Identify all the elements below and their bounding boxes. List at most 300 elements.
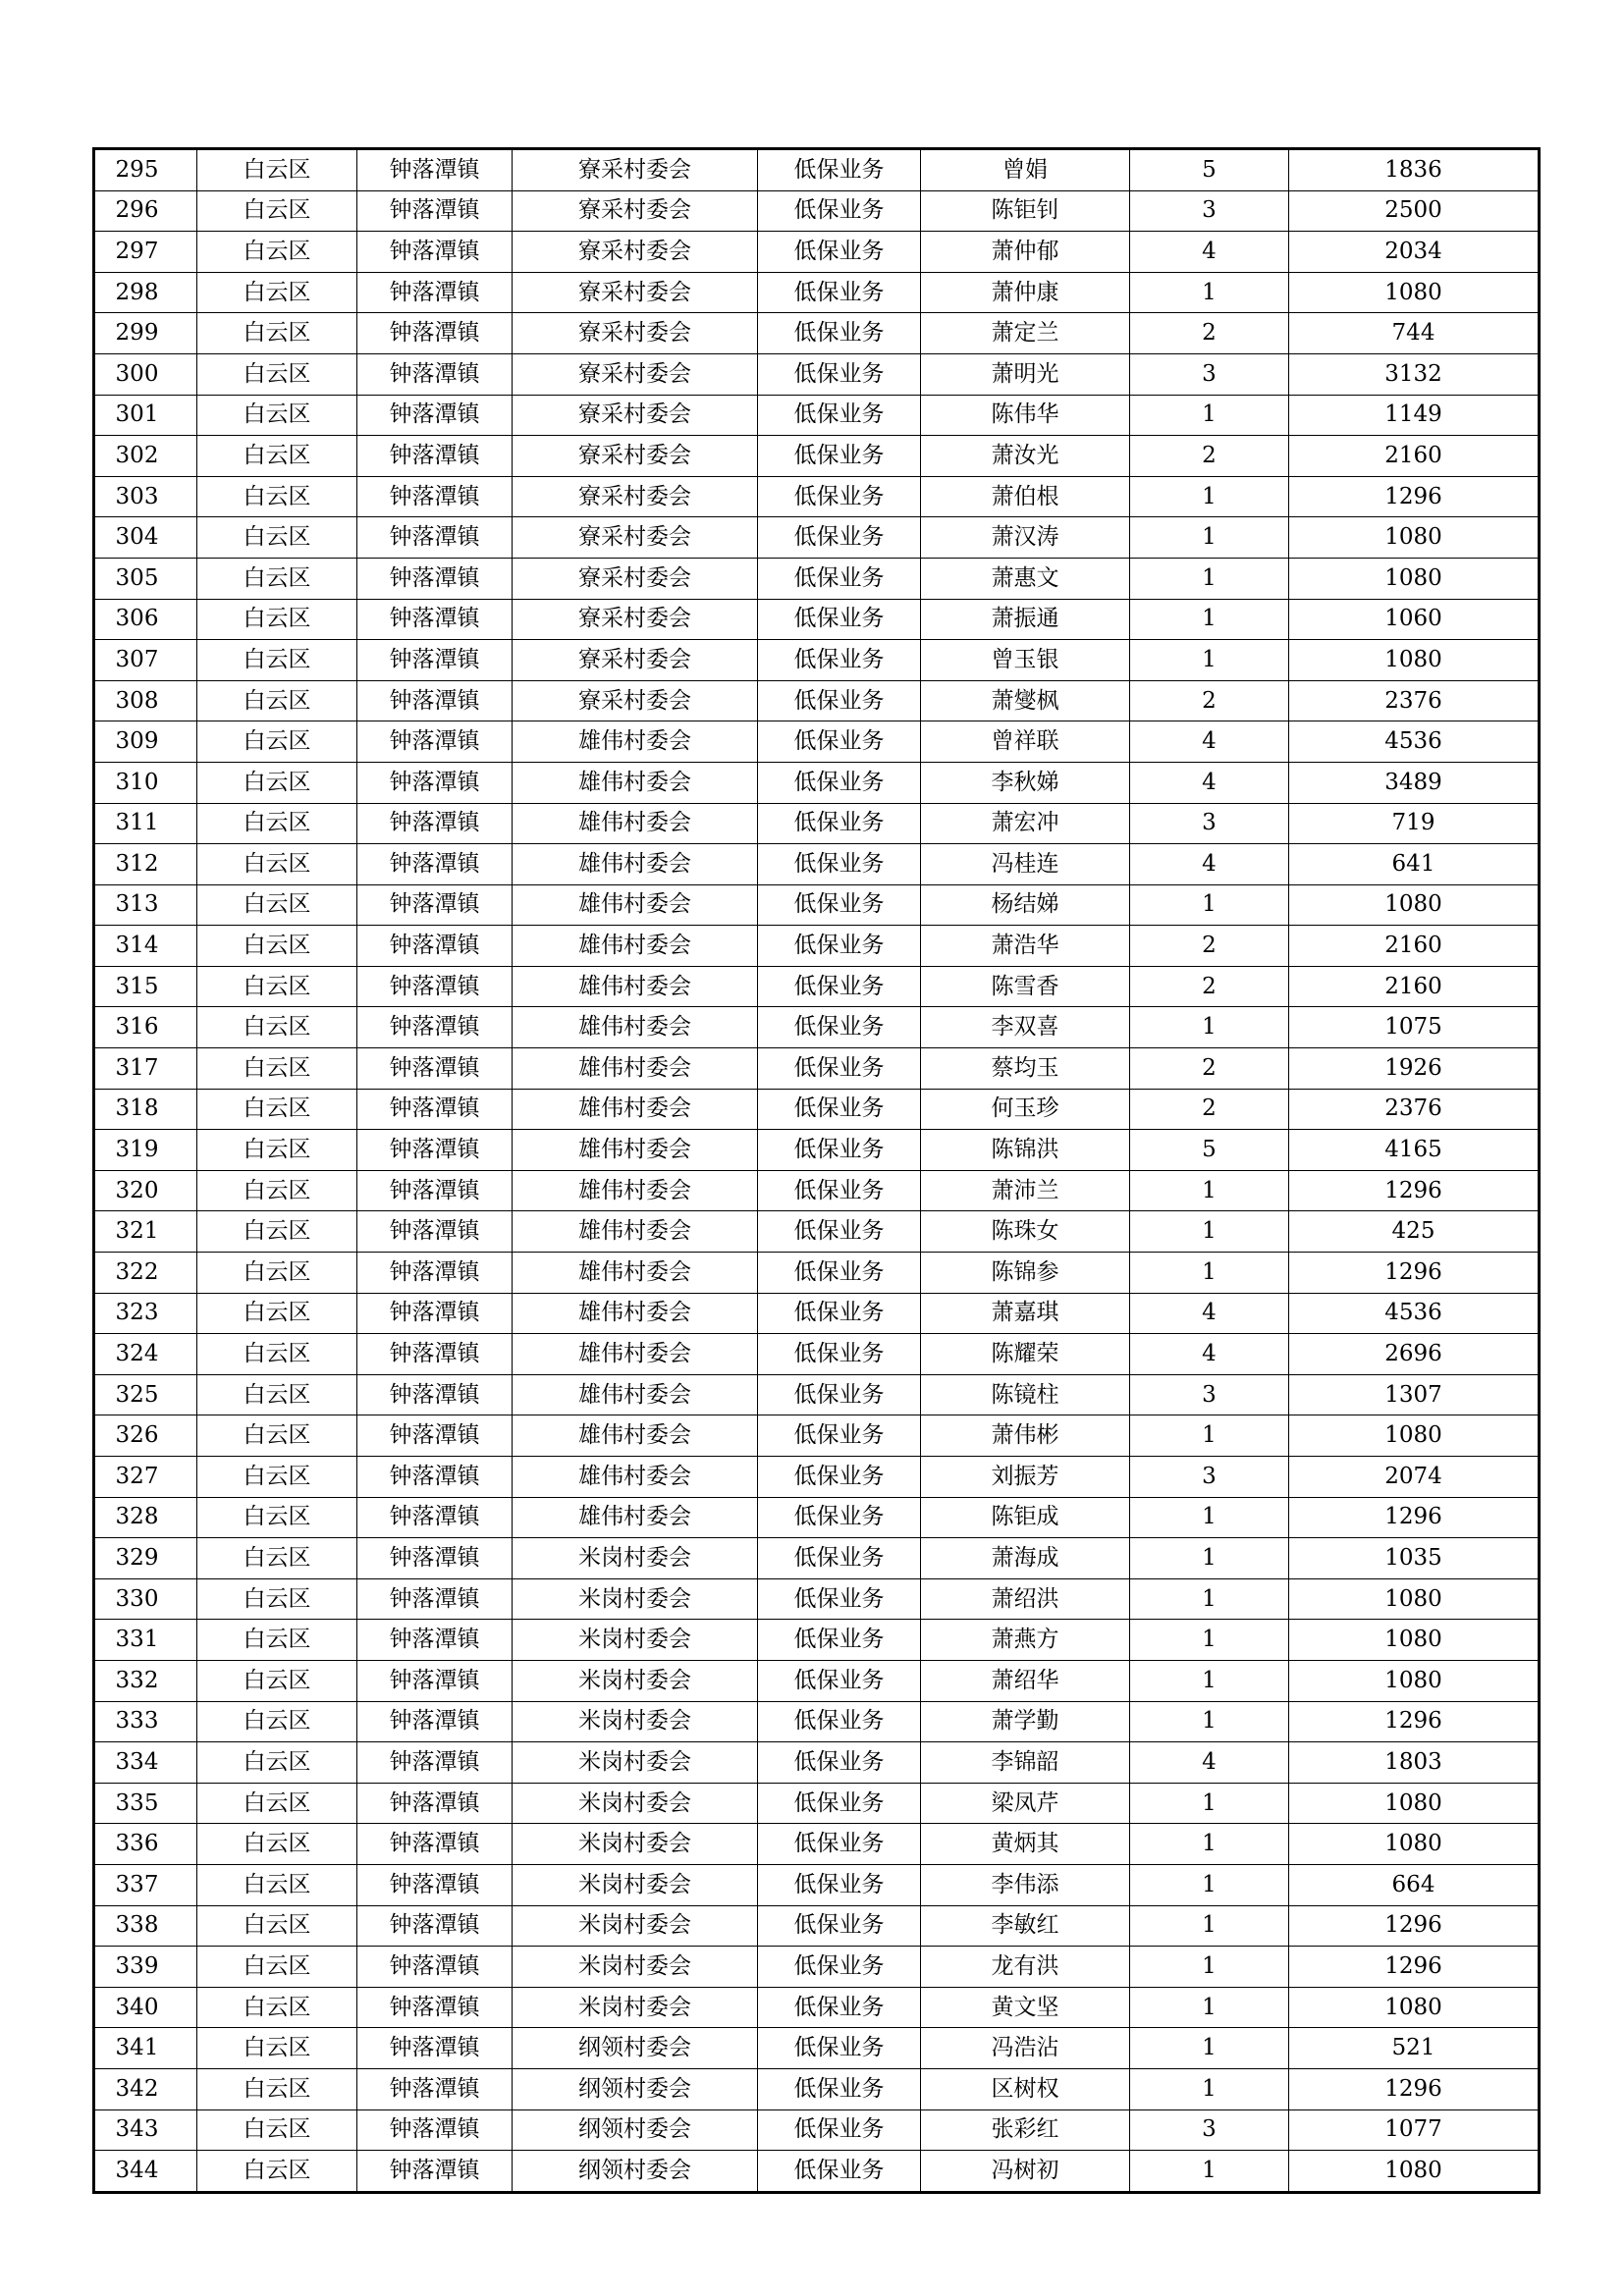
business-type-cell: 低保业务 [758, 2068, 921, 2109]
name-cell: 李伟添 [921, 1864, 1130, 1905]
amount-cell: 3489 [1289, 762, 1540, 803]
table-row [94, 1089, 1540, 1130]
amount-cell: 1080 [1289, 272, 1540, 313]
row-number-cell: 306 [94, 599, 197, 640]
village-committee-cell: 寮采村委会 [513, 232, 758, 273]
row-number-cell: 316 [94, 1007, 197, 1048]
town-cell: 钟落潭镇 [357, 395, 513, 436]
household-size-cell: 3 [1130, 2109, 1289, 2151]
row-number-cell: 338 [94, 1905, 197, 1947]
row-number-cell: 341 [94, 2028, 197, 2069]
amount-cell: 744 [1289, 313, 1540, 354]
amount-cell: 2160 [1289, 926, 1540, 967]
district-cell: 白云区 [197, 272, 357, 313]
table-row [94, 272, 1540, 313]
row-number-cell: 308 [94, 680, 197, 721]
district-cell: 白云区 [197, 190, 357, 232]
amount-cell: 1075 [1289, 1007, 1540, 1048]
district-cell: 白云区 [197, 1578, 357, 1620]
village-committee-cell: 雄伟村委会 [513, 1130, 758, 1171]
town-cell: 钟落潭镇 [357, 313, 513, 354]
household-size-cell: 1 [1130, 1170, 1289, 1211]
district-cell: 白云区 [197, 1538, 357, 1579]
table-row [94, 966, 1540, 1007]
amount-cell: 1296 [1289, 1905, 1540, 1947]
district-cell: 白云区 [197, 1497, 357, 1538]
name-cell: 张彩红 [921, 2109, 1130, 2151]
business-type-cell: 低保业务 [758, 395, 921, 436]
village-committee-cell: 寮采村委会 [513, 436, 758, 477]
table-row [94, 844, 1540, 885]
town-cell: 钟落潭镇 [357, 1864, 513, 1905]
business-type-cell: 低保业务 [758, 2028, 921, 2069]
village-committee-cell: 寮采村委会 [513, 476, 758, 517]
town-cell: 钟落潭镇 [357, 721, 513, 763]
town-cell: 钟落潭镇 [357, 884, 513, 926]
district-cell: 白云区 [197, 1905, 357, 1947]
amount-cell: 2074 [1289, 1457, 1540, 1498]
district-cell: 白云区 [197, 1457, 357, 1498]
household-size-cell: 5 [1130, 1130, 1289, 1171]
village-committee-cell: 雄伟村委会 [513, 884, 758, 926]
business-type-cell: 低保业务 [758, 2151, 921, 2193]
town-cell: 钟落潭镇 [357, 762, 513, 803]
table-row [94, 1497, 1540, 1538]
name-cell: 黄炳其 [921, 1824, 1130, 1865]
row-number-cell: 318 [94, 1089, 197, 1130]
business-type-cell: 低保业务 [758, 1987, 921, 2028]
household-size-cell: 2 [1130, 1089, 1289, 1130]
business-type-cell: 低保业务 [758, 1293, 921, 1334]
town-cell: 钟落潭镇 [357, 476, 513, 517]
business-type-cell: 低保业务 [758, 680, 921, 721]
name-cell: 萧伟彬 [921, 1415, 1130, 1457]
table-row [94, 926, 1540, 967]
name-cell: 萧沛兰 [921, 1170, 1130, 1211]
table-row [94, 1457, 1540, 1498]
town-cell: 钟落潭镇 [357, 1620, 513, 1661]
village-committee-cell: 寮采村委会 [513, 395, 758, 436]
town-cell: 钟落潭镇 [357, 966, 513, 1007]
town-cell: 钟落潭镇 [357, 1987, 513, 2028]
name-cell: 陈钜成 [921, 1497, 1130, 1538]
town-cell: 钟落潭镇 [357, 1253, 513, 1294]
business-type-cell: 低保业务 [758, 1048, 921, 1090]
amount-cell: 1080 [1289, 1783, 1540, 1824]
household-size-cell: 3 [1130, 1457, 1289, 1498]
village-committee-cell: 米岗村委会 [513, 1620, 758, 1661]
row-number-cell: 326 [94, 1415, 197, 1457]
table-row [94, 640, 1540, 681]
amount-cell: 641 [1289, 844, 1540, 885]
amount-cell: 4536 [1289, 721, 1540, 763]
row-number-cell: 300 [94, 353, 197, 395]
business-type-cell: 低保业务 [758, 762, 921, 803]
name-cell: 陈钜钊 [921, 190, 1130, 232]
amount-cell: 2696 [1289, 1334, 1540, 1375]
row-number-cell: 298 [94, 272, 197, 313]
town-cell: 钟落潭镇 [357, 1130, 513, 1171]
household-size-cell: 1 [1130, 272, 1289, 313]
name-cell: 李双喜 [921, 1007, 1130, 1048]
amount-cell: 425 [1289, 1211, 1540, 1253]
row-number-cell: 310 [94, 762, 197, 803]
row-number-cell: 332 [94, 1660, 197, 1701]
table-row [94, 1334, 1540, 1375]
table-row [94, 1415, 1540, 1457]
district-cell: 白云区 [197, 395, 357, 436]
village-committee-cell: 雄伟村委会 [513, 1334, 758, 1375]
row-number-cell: 299 [94, 313, 197, 354]
town-cell: 钟落潭镇 [357, 1660, 513, 1701]
district-cell: 白云区 [197, 844, 357, 885]
business-type-cell: 低保业务 [758, 966, 921, 1007]
name-cell: 曾玉银 [921, 640, 1130, 681]
amount-cell: 1077 [1289, 2109, 1540, 2151]
amount-cell: 1296 [1289, 1947, 1540, 1988]
district-cell: 白云区 [197, 884, 357, 926]
name-cell: 萧学勤 [921, 1701, 1130, 1742]
name-cell: 刘振芳 [921, 1457, 1130, 1498]
town-cell: 钟落潭镇 [357, 1783, 513, 1824]
name-cell: 陈雪香 [921, 966, 1130, 1007]
row-number-cell: 315 [94, 966, 197, 1007]
table-row [94, 1742, 1540, 1784]
name-cell: 李秋娣 [921, 762, 1130, 803]
row-number-cell: 295 [94, 149, 197, 191]
table-row [94, 476, 1540, 517]
village-committee-cell: 米岗村委会 [513, 1987, 758, 2028]
village-committee-cell: 雄伟村委会 [513, 1457, 758, 1498]
business-type-cell: 低保业务 [758, 926, 921, 967]
village-committee-cell: 纲领村委会 [513, 2068, 758, 2109]
amount-cell: 1926 [1289, 1048, 1540, 1090]
village-committee-cell: 雄伟村委会 [513, 844, 758, 885]
table-body [94, 149, 1540, 2193]
business-type-cell: 低保业务 [758, 1905, 921, 1947]
village-committee-cell: 寮采村委会 [513, 353, 758, 395]
row-number-cell: 307 [94, 640, 197, 681]
business-type-cell: 低保业务 [758, 1742, 921, 1784]
table-row [94, 680, 1540, 721]
district-cell: 白云区 [197, 1947, 357, 1988]
name-cell: 萧定兰 [921, 313, 1130, 354]
name-cell: 萧宏冲 [921, 803, 1130, 844]
town-cell: 钟落潭镇 [357, 1497, 513, 1538]
household-size-cell: 1 [1130, 1007, 1289, 1048]
district-cell: 白云区 [197, 1211, 357, 1253]
amount-cell: 1080 [1289, 517, 1540, 559]
table-row [94, 1620, 1540, 1661]
name-cell: 萧明光 [921, 353, 1130, 395]
name-cell: 冯树初 [921, 2151, 1130, 2193]
household-size-cell: 1 [1130, 2028, 1289, 2069]
village-committee-cell: 米岗村委会 [513, 1824, 758, 1865]
village-committee-cell: 寮采村委会 [513, 149, 758, 191]
name-cell: 萧绍洪 [921, 1578, 1130, 1620]
village-committee-cell: 纲领村委会 [513, 2028, 758, 2069]
name-cell: 萧汉涛 [921, 517, 1130, 559]
household-size-cell: 1 [1130, 1783, 1289, 1824]
amount-cell: 1080 [1289, 1660, 1540, 1701]
village-committee-cell: 雄伟村委会 [513, 1007, 758, 1048]
business-type-cell: 低保业务 [758, 1089, 921, 1130]
district-cell: 白云区 [197, 2028, 357, 2069]
district-cell: 白云区 [197, 640, 357, 681]
name-cell: 何玉珍 [921, 1089, 1130, 1130]
household-size-cell: 1 [1130, 1701, 1289, 1742]
table-row [94, 1701, 1540, 1742]
district-cell: 白云区 [197, 721, 357, 763]
business-type-cell: 低保业务 [758, 1578, 921, 1620]
district-cell: 白云区 [197, 1089, 357, 1130]
town-cell: 钟落潭镇 [357, 926, 513, 967]
household-size-cell: 1 [1130, 1620, 1289, 1661]
business-type-cell: 低保业务 [758, 1864, 921, 1905]
table-row [94, 353, 1540, 395]
name-cell: 陈珠女 [921, 1211, 1130, 1253]
table-row [94, 1783, 1540, 1824]
row-number-cell: 330 [94, 1578, 197, 1620]
amount-cell: 1296 [1289, 1170, 1540, 1211]
row-number-cell: 339 [94, 1947, 197, 1988]
name-cell: 曾娟 [921, 149, 1130, 191]
name-cell: 龙有洪 [921, 1947, 1130, 1988]
household-size-cell: 1 [1130, 599, 1289, 640]
household-size-cell: 1 [1130, 1824, 1289, 1865]
town-cell: 钟落潭镇 [357, 353, 513, 395]
row-number-cell: 327 [94, 1457, 197, 1498]
name-cell: 曾祥联 [921, 721, 1130, 763]
amount-cell: 1080 [1289, 1578, 1540, 1620]
name-cell: 陈锦参 [921, 1253, 1130, 1294]
row-number-cell: 334 [94, 1742, 197, 1784]
village-committee-cell: 米岗村委会 [513, 1742, 758, 1784]
household-size-cell: 1 [1130, 1905, 1289, 1947]
table-row [94, 599, 1540, 640]
household-size-cell: 1 [1130, 558, 1289, 599]
household-size-cell: 3 [1130, 190, 1289, 232]
household-size-cell: 4 [1130, 1293, 1289, 1334]
name-cell: 陈锦洪 [921, 1130, 1130, 1171]
district-cell: 白云区 [197, 680, 357, 721]
village-committee-cell: 雄伟村委会 [513, 1211, 758, 1253]
household-size-cell: 1 [1130, 1864, 1289, 1905]
row-number-cell: 335 [94, 1783, 197, 1824]
row-number-cell: 303 [94, 476, 197, 517]
district-cell: 白云区 [197, 926, 357, 967]
village-committee-cell: 纲领村委会 [513, 2109, 758, 2151]
table-row [94, 803, 1540, 844]
table-row [94, 1211, 1540, 1253]
name-cell: 萧伯根 [921, 476, 1130, 517]
business-type-cell: 低保业务 [758, 2109, 921, 2151]
village-committee-cell: 雄伟村委会 [513, 1497, 758, 1538]
row-number-cell: 309 [94, 721, 197, 763]
name-cell: 萧振通 [921, 599, 1130, 640]
household-size-cell: 1 [1130, 2068, 1289, 2109]
amount-cell: 2376 [1289, 680, 1540, 721]
village-committee-cell: 寮采村委会 [513, 599, 758, 640]
row-number-cell: 313 [94, 884, 197, 926]
amount-cell: 1296 [1289, 2068, 1540, 2109]
table-row [94, 2068, 1540, 2109]
town-cell: 钟落潭镇 [357, 517, 513, 559]
amount-cell: 719 [1289, 803, 1540, 844]
district-cell: 白云区 [197, 803, 357, 844]
name-cell: 蔡均玉 [921, 1048, 1130, 1090]
business-type-cell: 低保业务 [758, 1824, 921, 1865]
row-number-cell: 343 [94, 2109, 197, 2151]
table-row [94, 232, 1540, 273]
row-number-cell: 302 [94, 436, 197, 477]
town-cell: 钟落潭镇 [357, 1293, 513, 1334]
town-cell: 钟落潭镇 [357, 1578, 513, 1620]
row-number-cell: 344 [94, 2151, 197, 2193]
district-cell: 白云区 [197, 762, 357, 803]
row-number-cell: 337 [94, 1864, 197, 1905]
amount-cell: 2160 [1289, 436, 1540, 477]
household-size-cell: 1 [1130, 640, 1289, 681]
town-cell: 钟落潭镇 [357, 1947, 513, 1988]
district-cell: 白云区 [197, 1987, 357, 2028]
village-committee-cell: 雄伟村委会 [513, 1415, 758, 1457]
village-committee-cell: 雄伟村委会 [513, 803, 758, 844]
household-size-cell: 4 [1130, 721, 1289, 763]
row-number-cell: 323 [94, 1293, 197, 1334]
business-type-cell: 低保业务 [758, 1457, 921, 1498]
town-cell: 钟落潭镇 [357, 1457, 513, 1498]
household-size-cell: 2 [1130, 313, 1289, 354]
district-cell: 白云区 [197, 517, 357, 559]
amount-cell: 2500 [1289, 190, 1540, 232]
row-number-cell: 317 [94, 1048, 197, 1090]
district-cell: 白云区 [197, 1334, 357, 1375]
district-cell: 白云区 [197, 1620, 357, 1661]
name-cell: 萧仲康 [921, 272, 1130, 313]
business-type-cell: 低保业务 [758, 1253, 921, 1294]
town-cell: 钟落潭镇 [357, 558, 513, 599]
business-type-cell: 低保业务 [758, 1497, 921, 1538]
business-type-cell: 低保业务 [758, 844, 921, 885]
business-type-cell: 低保业务 [758, 558, 921, 599]
amount-cell: 1296 [1289, 1253, 1540, 1294]
town-cell: 钟落潭镇 [357, 1742, 513, 1784]
table-row [94, 558, 1540, 599]
district-cell: 白云区 [197, 1415, 357, 1457]
district-cell: 白云区 [197, 1048, 357, 1090]
village-committee-cell: 寮采村委会 [513, 272, 758, 313]
row-number-cell: 297 [94, 232, 197, 273]
amount-cell: 1836 [1289, 149, 1540, 191]
row-number-cell: 301 [94, 395, 197, 436]
district-cell: 白云区 [197, 1824, 357, 1865]
table-row [94, 1905, 1540, 1947]
household-size-cell: 1 [1130, 1415, 1289, 1457]
table-row [94, 517, 1540, 559]
amount-cell: 1080 [1289, 2151, 1540, 2193]
village-committee-cell: 米岗村委会 [513, 1701, 758, 1742]
name-cell: 萧仲郁 [921, 232, 1130, 273]
town-cell: 钟落潭镇 [357, 1415, 513, 1457]
village-committee-cell: 寮采村委会 [513, 558, 758, 599]
household-size-cell: 5 [1130, 149, 1289, 191]
row-number-cell: 296 [94, 190, 197, 232]
district-cell: 白云区 [197, 599, 357, 640]
business-type-cell: 低保业务 [758, 803, 921, 844]
amount-cell: 521 [1289, 2028, 1540, 2069]
row-number-cell: 311 [94, 803, 197, 844]
business-type-cell: 低保业务 [758, 1170, 921, 1211]
town-cell: 钟落潭镇 [357, 1374, 513, 1415]
name-cell: 陈耀荣 [921, 1334, 1130, 1375]
village-committee-cell: 米岗村委会 [513, 1538, 758, 1579]
business-type-cell: 低保业务 [758, 190, 921, 232]
row-number-cell: 336 [94, 1824, 197, 1865]
row-number-cell: 305 [94, 558, 197, 599]
town-cell: 钟落潭镇 [357, 1007, 513, 1048]
name-cell: 萧惠文 [921, 558, 1130, 599]
district-cell: 白云区 [197, 1253, 357, 1294]
household-size-cell: 1 [1130, 1578, 1289, 1620]
district-cell: 白云区 [197, 1170, 357, 1211]
name-cell: 梁凤芹 [921, 1783, 1130, 1824]
amount-cell: 1307 [1289, 1374, 1540, 1415]
business-type-cell: 低保业务 [758, 1783, 921, 1824]
amount-cell: 1080 [1289, 1415, 1540, 1457]
business-type-cell: 低保业务 [758, 476, 921, 517]
business-type-cell: 低保业务 [758, 1007, 921, 1048]
household-size-cell: 1 [1130, 1660, 1289, 1701]
household-size-cell: 4 [1130, 1334, 1289, 1375]
business-type-cell: 低保业务 [758, 149, 921, 191]
village-committee-cell: 米岗村委会 [513, 1905, 758, 1947]
town-cell: 钟落潭镇 [357, 149, 513, 191]
table-row [94, 721, 1540, 763]
town-cell: 钟落潭镇 [357, 803, 513, 844]
town-cell: 钟落潭镇 [357, 190, 513, 232]
business-type-cell: 低保业务 [758, 1620, 921, 1661]
town-cell: 钟落潭镇 [357, 640, 513, 681]
name-cell: 杨结娣 [921, 884, 1130, 926]
village-committee-cell: 雄伟村委会 [513, 926, 758, 967]
household-size-cell: 1 [1130, 1947, 1289, 1988]
row-number-cell: 304 [94, 517, 197, 559]
business-type-cell: 低保业务 [758, 1374, 921, 1415]
district-cell: 白云区 [197, 1293, 357, 1334]
table-row [94, 1824, 1540, 1865]
business-type-cell: 低保业务 [758, 1660, 921, 1701]
name-cell: 李锦韶 [921, 1742, 1130, 1784]
household-size-cell: 4 [1130, 232, 1289, 273]
business-type-cell: 低保业务 [758, 1538, 921, 1579]
business-type-cell: 低保业务 [758, 436, 921, 477]
household-size-cell: 4 [1130, 844, 1289, 885]
table-row [94, 1660, 1540, 1701]
amount-cell: 4536 [1289, 1293, 1540, 1334]
row-number-cell: 325 [94, 1374, 197, 1415]
business-type-cell: 低保业务 [758, 599, 921, 640]
town-cell: 钟落潭镇 [357, 1048, 513, 1090]
amount-cell: 1080 [1289, 1987, 1540, 2028]
district-cell: 白云区 [197, 2109, 357, 2151]
amount-cell: 1080 [1289, 884, 1540, 926]
business-type-cell: 低保业务 [758, 721, 921, 763]
table-row [94, 149, 1540, 191]
household-size-cell: 1 [1130, 476, 1289, 517]
village-committee-cell: 雄伟村委会 [513, 762, 758, 803]
amount-cell: 1296 [1289, 1701, 1540, 1742]
